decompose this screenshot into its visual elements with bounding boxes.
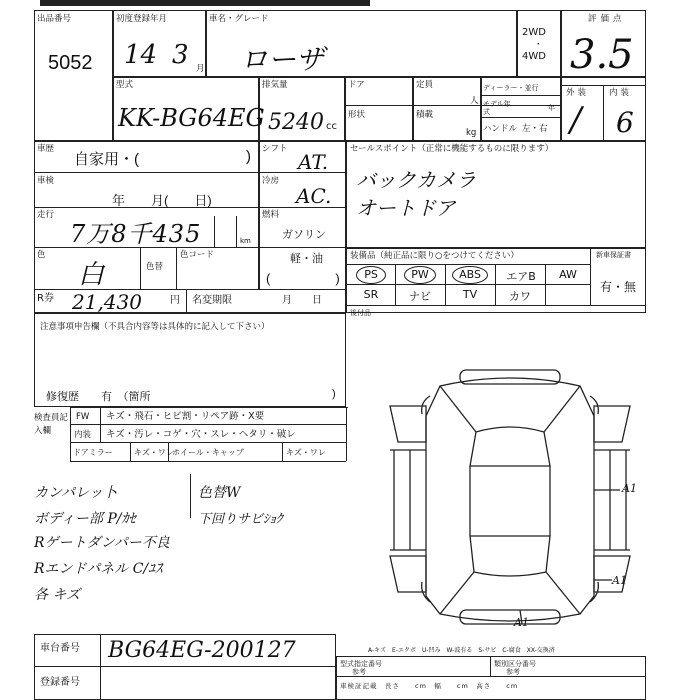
damage-mark-3: A1 xyxy=(514,616,529,629)
inspection-label: 車検 xyxy=(37,176,55,186)
displacement-label: 排気量 xyxy=(262,80,288,90)
color-label: 色 xyxy=(37,250,46,260)
color-code-label: 色コード xyxy=(180,250,215,260)
equipment-label: 装備品（純正品に限り○をつけてください） xyxy=(350,251,519,261)
model-value: KK-BG64EG xyxy=(118,104,265,132)
exterior-label: 外装 xyxy=(566,88,590,98)
damage-mark-2: A1 xyxy=(612,574,627,587)
mileage-label: 走行 xyxy=(37,210,55,220)
usage-close: ) xyxy=(246,148,251,165)
handle-lr: 左・右 xyxy=(522,124,548,134)
displacement-value: 5240 xyxy=(268,110,324,135)
damage-mark-1: A1 xyxy=(622,482,637,495)
insp-mirror-text: キズ・ワレ xyxy=(134,448,174,457)
month-unit: 月 xyxy=(196,64,205,74)
legend-text: A-キズ E-エクボ U-凹み W-波有る S-サビ C-腐食 XX-交換済 xyxy=(368,647,555,654)
inspector-label: 検査員記入欄 xyxy=(34,413,69,436)
usage-label: 車歴 xyxy=(37,144,55,154)
handle-label: ハンドル xyxy=(483,124,518,134)
mileage-value: 7万8千435 xyxy=(70,220,202,248)
repair-close: ) xyxy=(332,388,336,400)
year-unit: 年 xyxy=(548,104,555,112)
cc-unit: cc xyxy=(326,121,337,132)
ref-label-2: 参考 xyxy=(506,668,520,676)
note-3: Rゲートダンパー不良 xyxy=(34,535,170,551)
equip-airbag: エアB xyxy=(506,270,536,283)
shift-value: AT. xyxy=(298,150,329,174)
gasoline-value: ガソリン xyxy=(282,229,326,241)
equip-ps: PS xyxy=(356,266,386,284)
lot-no-value: 5052 xyxy=(48,52,93,74)
header-strip xyxy=(40,0,370,6)
two-wd-label: 2WD xyxy=(522,27,546,38)
r-ticket-value: 21,430 xyxy=(72,290,142,314)
usage-value: 自家用・( xyxy=(74,151,139,168)
insp-wheel-label: ホイール・キャップ xyxy=(172,448,244,457)
fuel-label: 燃料 xyxy=(262,210,280,220)
car-name-label: 車名・グレード xyxy=(209,14,269,24)
r-ticket-label: R券 xyxy=(37,293,54,304)
equip-leather: カワ xyxy=(509,290,531,303)
sales-point-1: バックカメラ xyxy=(356,168,476,192)
interior-label: 内装 xyxy=(609,88,633,98)
category-label: 類別区分番号 xyxy=(494,660,536,668)
sales-point-label: セールスポイント（正常に機能するものに限ります） xyxy=(350,144,554,154)
door-label: ドア xyxy=(348,80,365,90)
first-reg-month: 3 xyxy=(172,40,189,70)
ref-label-1: 参考 xyxy=(352,668,366,676)
score-label: 評価点 xyxy=(588,14,626,24)
insp-mirror-label: ドアミラー xyxy=(73,448,113,457)
dot-sep: ・ xyxy=(534,40,543,50)
after-market-label: 後付品 xyxy=(350,309,371,317)
yen-unit: 円 xyxy=(170,295,180,306)
equip-navi: ナビ xyxy=(409,290,431,303)
equip-aw: AW xyxy=(559,268,577,281)
aircon-value: AC. xyxy=(296,184,332,208)
name-change-date: 月 日 xyxy=(282,295,322,306)
sales-point-2: オートドア xyxy=(356,196,456,220)
fuel-light: 軽・油 xyxy=(290,253,323,265)
inspection-date: 年 月( 日) xyxy=(112,193,212,208)
insp-fw-text: キズ・飛石・ヒビ割・リペア跡・X要 xyxy=(106,411,265,422)
equip-sr: SR xyxy=(363,288,379,301)
repair-label: 修復歴 有 （箇所 xyxy=(46,391,151,403)
first-reg-label: 初度登録年月 xyxy=(116,14,168,24)
insp-fw-label: FW xyxy=(76,412,90,422)
note-2: ボディー部 P/ｶｾ xyxy=(34,511,136,527)
lot-no-label: 出品番号 xyxy=(37,14,72,24)
type-designation-label: 型式指定番号 xyxy=(340,660,382,668)
insp-interior-text: キズ・汚レ・コゲ・穴・スレ・ヘタリ・破レ xyxy=(106,429,296,440)
capacity-label: 定員 xyxy=(416,80,434,90)
four-wd-label: 4WD xyxy=(522,51,546,62)
car-damage-diagram xyxy=(380,366,640,628)
shift-label: シフト xyxy=(262,144,288,154)
notes-label: 注意事項申告欄（不具合内容等は具体的に記入して下さい） xyxy=(40,322,270,332)
fuel-paren: ( ) xyxy=(266,271,340,286)
note-4: Rエンドパネル C/ﾕｽ xyxy=(34,561,163,577)
dims-label: 車検証記載 長さ cm 幅 cm 高さ cm xyxy=(340,682,519,690)
km-unit: km xyxy=(240,237,251,245)
person-unit: 人 xyxy=(470,96,479,106)
first-reg-year: 14 xyxy=(124,40,158,70)
note-1: カンパレッ卜 xyxy=(34,485,117,501)
equip-abs: ABS xyxy=(452,266,488,284)
score-value: 3.5 xyxy=(570,32,634,78)
load-label: 積載 xyxy=(416,110,434,120)
insp-wheel-text: キズ・ワレ xyxy=(286,448,326,457)
dealer-label: ディーラー・並行 xyxy=(483,84,539,92)
equip-pw: PW xyxy=(404,266,436,284)
ref-table xyxy=(336,656,646,700)
equip-tv: TV xyxy=(462,288,478,301)
note-right-2: 下回りサビｼｮｸ xyxy=(198,512,283,527)
exterior-score: / xyxy=(570,100,582,140)
note-5: 各 キズ xyxy=(34,587,81,603)
color-value: 白 xyxy=(78,260,105,290)
insp-interior-label: 内装 xyxy=(74,430,92,440)
model-year-label: モデル年式 xyxy=(483,100,511,116)
warranty-value: 有・無 xyxy=(600,280,637,294)
name-change-label: 名変期限 xyxy=(192,295,232,306)
shape-label: 形状 xyxy=(348,110,366,120)
color-change-label: 色替 xyxy=(146,262,164,272)
new-warranty-label: 新車保証書 xyxy=(596,251,631,259)
frame-no-label: 車台番号 xyxy=(40,643,80,654)
frame-no-value: BG64EG-200127 xyxy=(108,638,296,663)
aircon-label: 冷房 xyxy=(262,176,280,186)
kg-unit: kg xyxy=(466,128,477,138)
car-name-value: ローザ xyxy=(240,43,325,76)
note-right-1: 色替W xyxy=(198,485,241,501)
reg-no-label: 登録番号 xyxy=(40,677,80,688)
interior-score: 6 xyxy=(616,106,634,139)
model-label: 型式 xyxy=(116,80,134,90)
